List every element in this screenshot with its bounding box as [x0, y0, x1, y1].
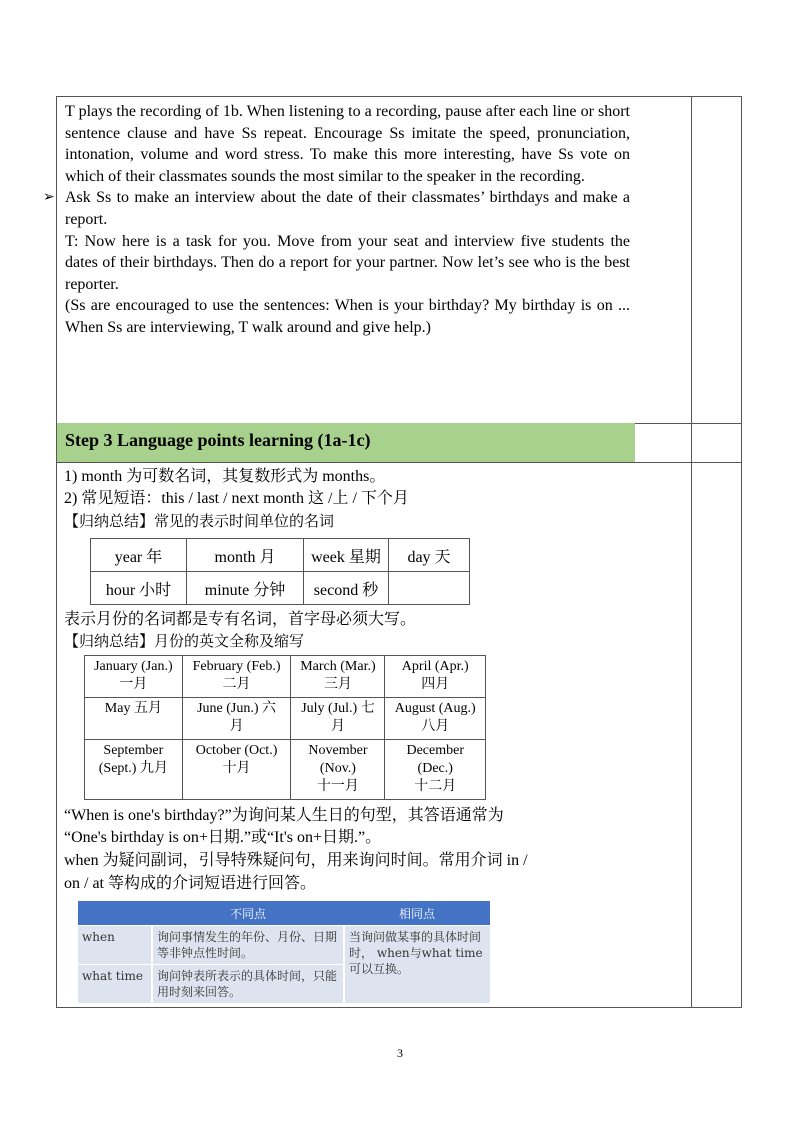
point-2: 2) 常见短语：this / last / next month 这 /上 / 下个月 [64, 490, 409, 507]
month-cn: 四月 [421, 677, 450, 692]
month-en: March (Mar.) [300, 659, 376, 674]
month-cell [85, 740, 183, 800]
step-title: Step 3 Language points learning (1a-1c) [65, 430, 371, 450]
row-divider [57, 462, 741, 463]
month-en: December [406, 743, 464, 758]
month-cn: 月 [330, 719, 345, 734]
month-cell [182, 740, 291, 800]
unit-cell: second 秒 [304, 572, 389, 605]
month-cn: (Sept.) 九月 [98, 761, 168, 776]
months-table [84, 655, 486, 800]
point-1: 1) month 为可数名词，其复数形式为 months。 [64, 468, 386, 485]
header-cell [78, 901, 152, 926]
comparison-table [78, 901, 490, 1003]
month-en: June (Jun.) 六 [197, 701, 277, 716]
month-cell [385, 740, 486, 800]
unit-cell: week 星期 [304, 539, 389, 572]
paragraph: T: Now here is a task for you. Move from your seat and interview five students the dates of their birthdays. Then do a report for your partner. Now let’s see who is the best reporter. [65, 232, 630, 293]
when-note: when 为疑问副词，引导特殊疑问句，用来询问时间。常用介词 in / [64, 852, 528, 869]
arrow-bullet-icon: ➢ [43, 190, 55, 206]
month-cn: 一月 [119, 677, 148, 692]
month-cn: 十一月 [316, 779, 359, 794]
time-units-table [90, 538, 470, 605]
month-cell [291, 740, 385, 800]
unit-cell: hour 小时 [91, 572, 187, 605]
unit-cell [389, 572, 470, 605]
word-cell: what time [78, 965, 152, 1004]
month-en: August (Aug.) [394, 701, 476, 716]
month-abbr: (Dec.) [417, 761, 453, 776]
birthday-note: “One's birthday is on+日期.”或“It's on+日期.”。 [64, 829, 382, 846]
month-cn: 三月 [323, 677, 352, 692]
unit-cell: minute 分钟 [187, 572, 304, 605]
month-en: February (Feb.) [192, 659, 281, 674]
capital-note: 表示月份的名词都是专有名词，首字母必须大写。 [64, 611, 417, 628]
summary-heading: 【归纳总结】月份的英文全称及缩写 [64, 634, 305, 650]
word-cell: when [78, 926, 152, 965]
month-en: May 五月 [104, 701, 162, 716]
month-cn: 月 [229, 719, 244, 734]
month-cn: 二月 [222, 677, 251, 692]
month-cell [85, 698, 183, 740]
paragraph: Ask Ss to make an interview about the date of their classmates’ birthdays and make a report. [65, 189, 630, 228]
unit-cell: year 年 [91, 539, 187, 572]
month-cell [85, 656, 183, 698]
birthday-note: “When is one's birthday?”为询问某人生日的句型，其答语通常为 [64, 807, 504, 824]
month-cn: 十二月 [414, 779, 457, 794]
same-cell: 当询问做某事的具体时间时， when与what time可以互换。 [344, 926, 490, 1004]
paragraph: T plays the recording of 1b. When listening to a recording, pause after each line or short sentence clause and have Ss repeat. Encourage Ss imitate the speed, pronunciation, intonation, volume and word stress. To make this more interesting, have Ss vote on which of their classmates sounds the most similar to the speaker in the recording. [65, 103, 630, 185]
column-divider [691, 97, 692, 1007]
bullet-paragraph [43, 187, 630, 230]
month-en: April (Apr.) [401, 659, 469, 674]
month-cell [385, 698, 486, 740]
month-cn: 八月 [421, 719, 450, 734]
month-cell [385, 656, 486, 698]
unit-cell: day 天 [389, 539, 470, 572]
paragraph: (Ss are encouraged to use the sentences: When is your birthday? My birthday is on ... When Ss are interviewing, T walk around and give help.) [65, 297, 630, 336]
header-cell: 不同点 [152, 901, 344, 926]
month-en: October (Oct.) [195, 743, 278, 758]
month-cell [291, 698, 385, 740]
month-cn: 十月 [222, 761, 251, 776]
unit-cell: month 月 [187, 539, 304, 572]
month-cell [182, 698, 291, 740]
when-note: on / at 等构成的介词短语进行回答。 [64, 875, 316, 892]
diff-cell: 询问钟表所表示的具体时间，只能用时刻来回答。 [152, 965, 344, 1004]
month-en: January (Jan.) [94, 659, 173, 674]
summary-heading: 【归纳总结】常见的表示时间单位的名词 [64, 514, 335, 530]
diff-cell: 询问事情发生的年份、月份、日期等非钟点性时间。 [152, 926, 344, 965]
month-en: September [103, 743, 164, 758]
month-en: July (Jul.) 七 [301, 701, 375, 716]
header-cell: 相同点 [344, 901, 490, 926]
month-cell [291, 656, 385, 698]
page-number: 3 [397, 1046, 403, 1060]
month-cell [182, 656, 291, 698]
step-header [57, 423, 635, 462]
month-abbr: (Nov.) [319, 761, 356, 776]
procedure-text [43, 101, 630, 339]
month-en: November [308, 743, 368, 758]
